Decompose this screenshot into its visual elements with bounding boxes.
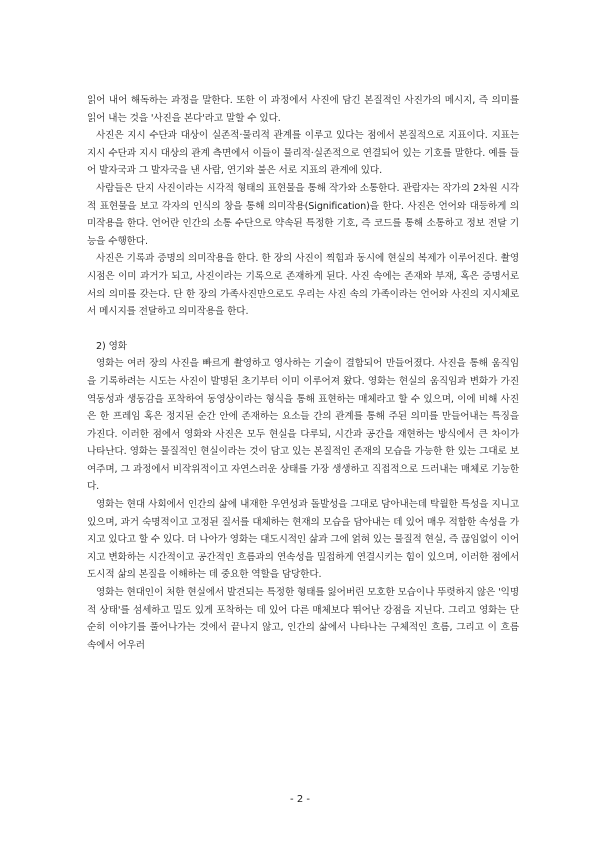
document-body (87, 92, 519, 654)
paragraph-film-origin: 영화는 여러 장의 사진을 빠르게 촬영하고 영사하는 기술이 결합되어 만들어졌다. 사진을 통해 움직임을 기록하려는 시도는 사진이 발명된 초기부터 이미 이루어져 왔다. 영화는 현실의 움직임과 변화가 가진 역동성과 생동감을 포착하여 동영상이라는 형식을 통해 표현하는 매체라고 할 수 있으며, 이에 비해 사진은 한 프레임 혹은 정지된 순간 안에 존재하는 요소들 간의 관계를 통해 주된 의미를 만들어내는 특징을 가진다. 이러한 점에서 영화와 사진은 모두 현실을 다루되, 시간과 공간을 재현하는 방식에서 큰 차이가 나타난다. 영화는 물질적인 현실이라는 것이 담고 있는 본질적인 존재의 모습을 가능한 한 있는 그대로 보여주며, 그 과정에서 비작위적이고 자연스러운 상태를 가장 생생하고 직접적으로 드러내는 매체로 기능한다. (87, 358, 519, 493)
paragraph-film-anonymity: 영화는 현대인이 처한 현실에서 발견되는 특정한 형태를 잃어버린 모호한 모습이나 뚜렷하지 않은 '익명적 상태'를 섬세하고 밀도 있게 포착하는 데 있어 다른 매체보다 뛰어난 강점을 지닌다. 그리고 영화는 단순히 이야기를 풀어나가는 것에서 끝나지 않고, 인간의 삶에서 나타나는 구체적인 흐름, 그리고 이 흐름 속에서 어우러 (87, 587, 519, 651)
section-heading-film: 2) 영화 (96, 340, 127, 352)
paragraph-film-modern-life: 영화는 현대 사회에서 인간의 삶에 내재한 우연성과 돌발성을 그대로 담아내는데 탁월한 특성을 지니고 있으며, 과거 숙명적이고 고정된 질서를 대체하는 현재의 모습을 담아내는 데 있어 매우 적합한 속성을 가지고 있다고 할 수 있다. 더 나아가 영화는 대도시적인 삶과 그에 얽혀 있는 물질적 현실, 즉 끊임없이 이어지고 변화하는 시간적이고 공간적인 흐름과의 연속성을 밀접하게 연결시키는 힘이 있으며, 이러한 점에서 도시적 삶의 본질을 이해하는 데 중요한 역할을 담당한다. (87, 499, 519, 581)
paragraph-photo-index: 사진은 지시 수단과 대상이 실존적·물리적 관계를 이루고 있다는 점에서 본질적으로 지표이다. 지표는 지시 수단과 지시 대상의 관계 측면에서 이들이 물리적·실존적으로 연결되어 있는 기호를 말한다. 예를 들어 발자국과 그 발자국을 낸 사람, 연기와 불은 서로 지표의 관계에 있다. (87, 130, 519, 177)
paragraph-photo-reading: 읽어 내어 해독하는 과정을 말한다. 또한 이 과정에서 사진에 담긴 본질적인 사진가의 메시지, 즉 의미를 읽어 내는 것을 '사진을 본다'라고 말할 수 있다. (87, 95, 519, 124)
paragraph-photo-record: 사진은 기록과 증명의 의미작용을 한다. 한 장의 사진이 찍힘과 동시에 현실의 복제가 이루어진다. 촬영 시점은 이미 과거가 되고, 사진이라는 기록으로 존재하게 된다. 사진 속에는 존재와 부재, 혹은 증명서로서의 의미를 갖는다. 단 한 장의 가족사진만으로도 우리는 사진 속의 가족이라는 언어와 사진의 지시체로서 메시지를 전달하고 의미작용을 한다. (87, 253, 519, 318)
paragraph-photo-signification: 사람들은 단지 사진이라는 시각적 형태의 표현물을 통해 작가와 소통한다. 관람자는 작가의 2차원 시각적 표현물을 보고 각자의 인식의 창을 통해 의미작용(Signification)을 한다. 사진은 언어와 대등하게 의미작용을 한다. 언어란 인간의 소통 수단으로 약속된 특정한 기호, 즉 코드를 통해 소통하고 정보 전달 기능을 수행한다. (87, 182, 519, 247)
page-number: - 2 - (290, 794, 310, 805)
